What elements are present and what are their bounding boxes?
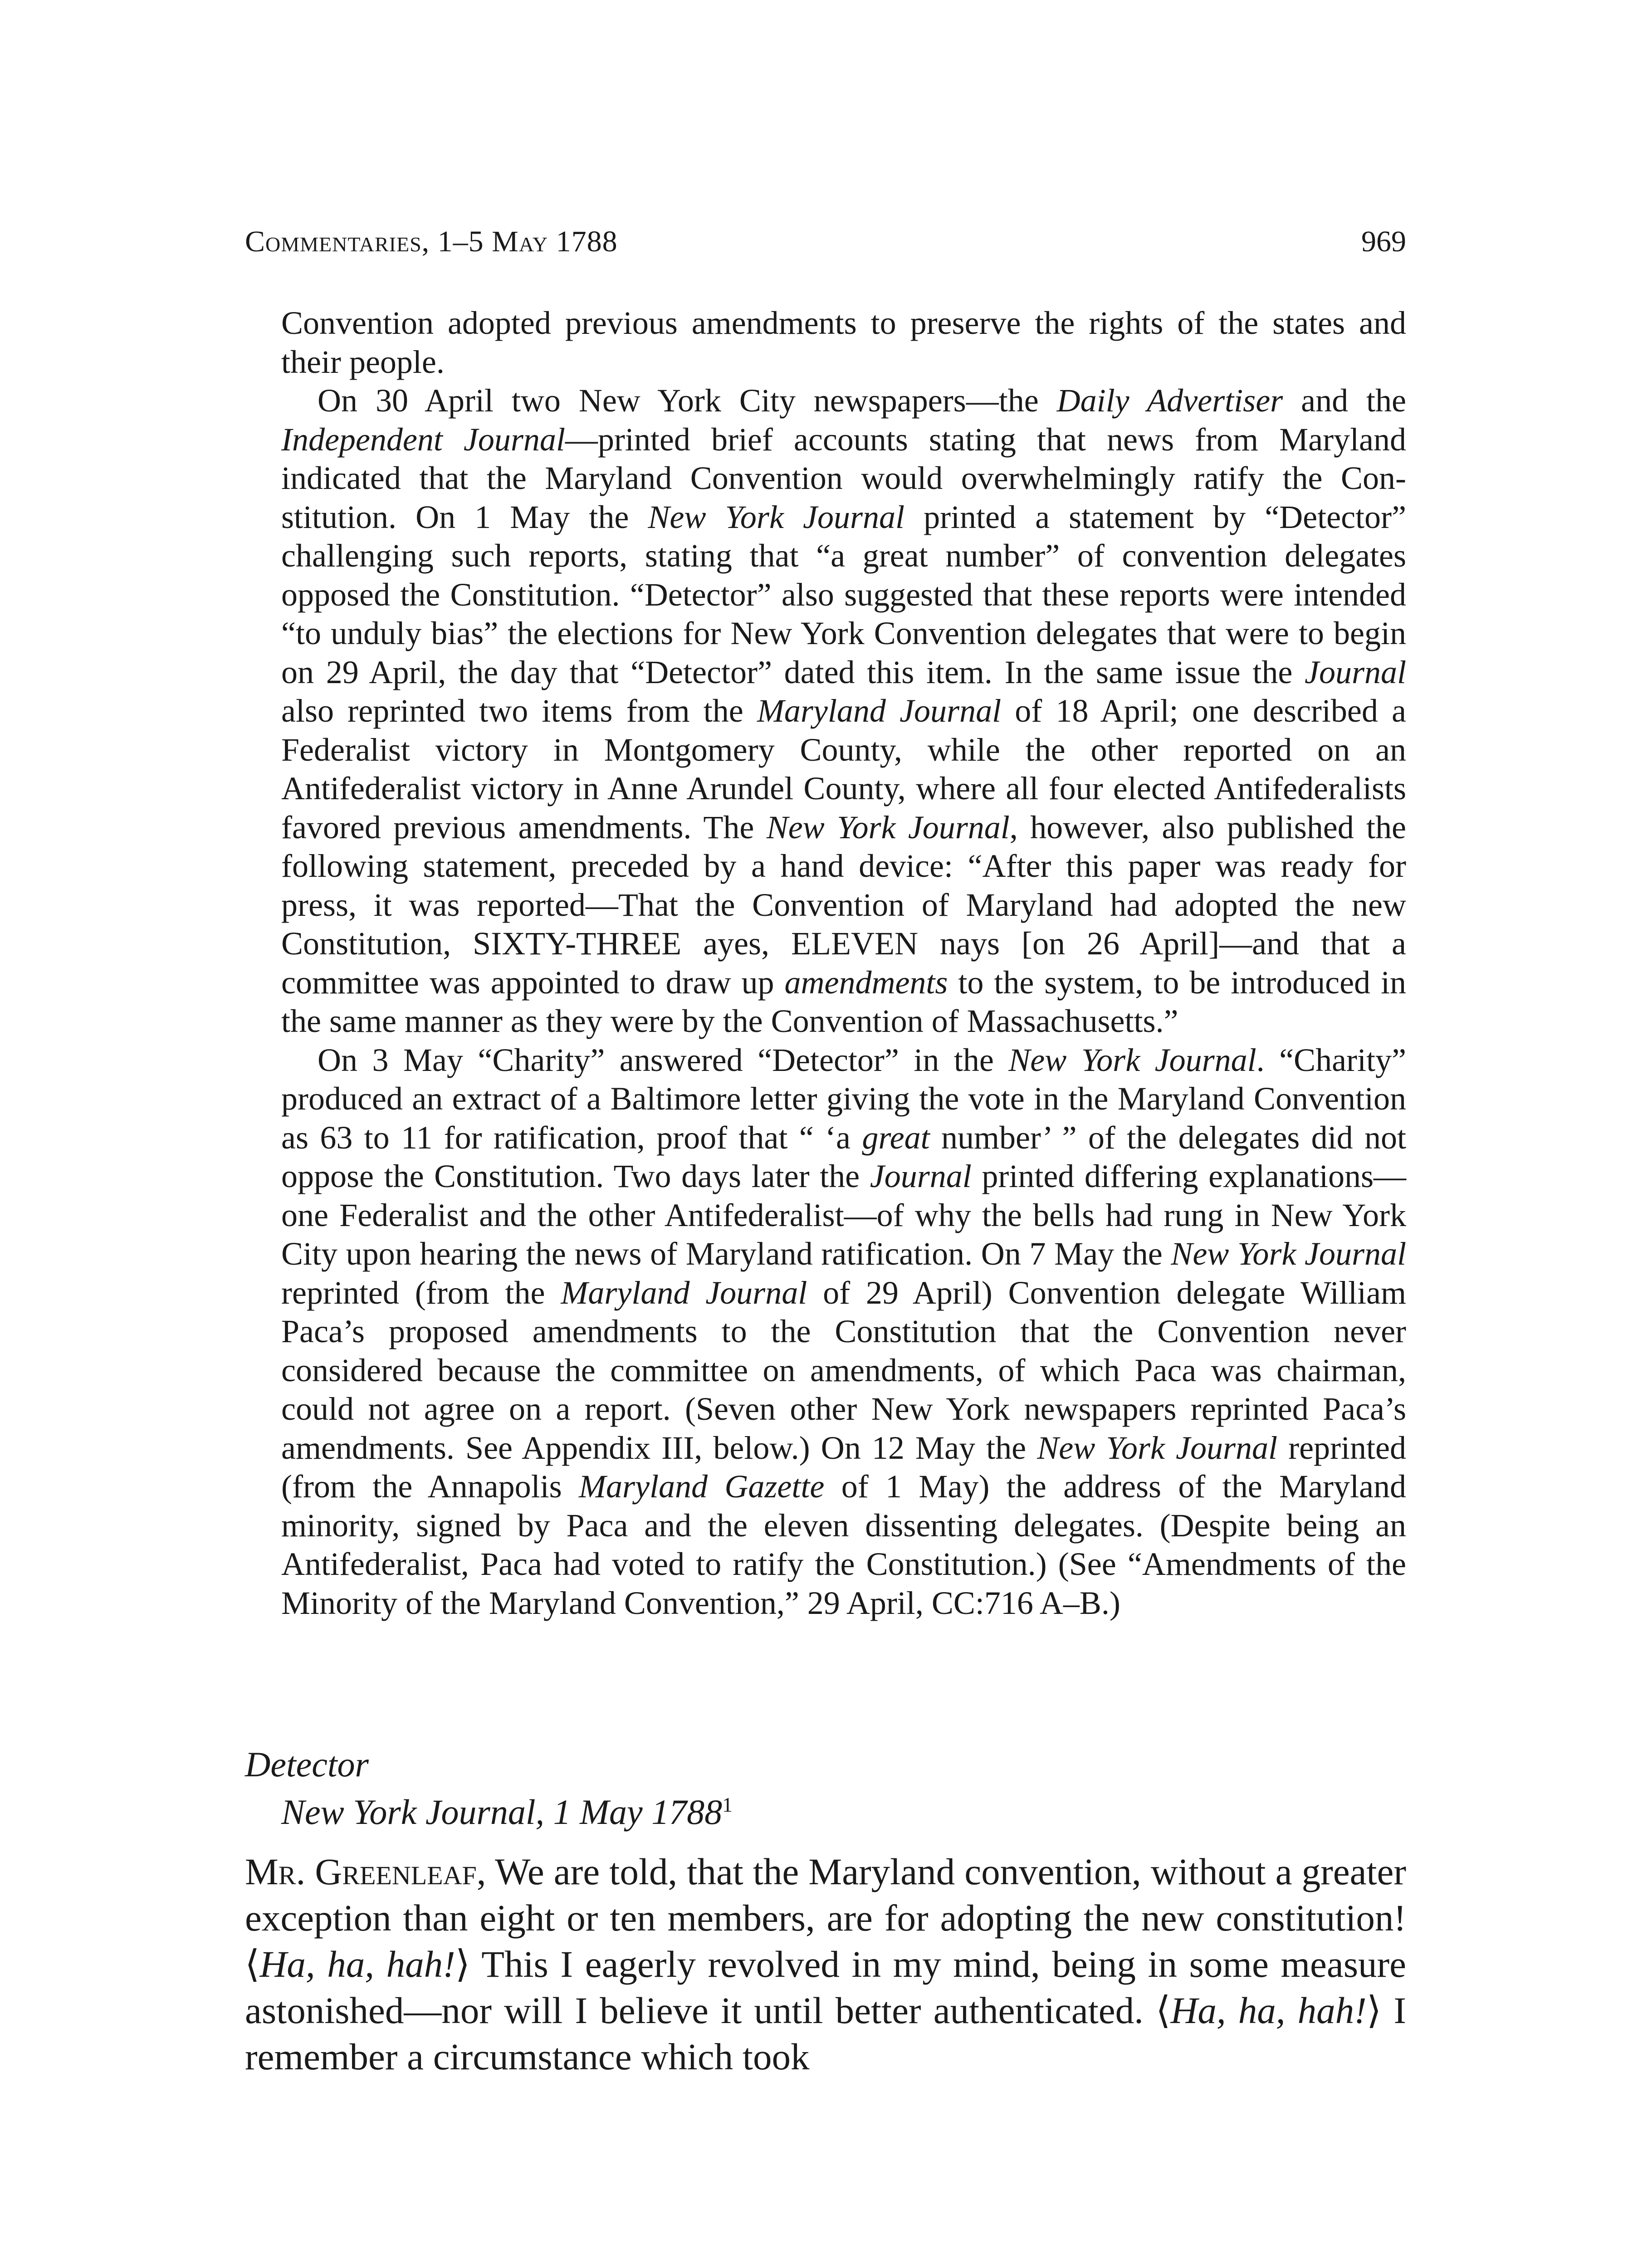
document-paragraph: Mr. Greenleaf, We are told, that the Maryland convention, without a greater exception than eight or ten members, are for adopting the new constitution! ⟨Ha, ha, hah!⟩ This I eagerly revolved in my mind, being in some measure astonished—nor will I believe it until better authenticated. ⟨Ha, ha, hah!⟩ I remember a circumstance which took: [245, 1851, 1407, 2077]
intro-paragraph-3: On 3 May “Charity” answered “Detector” in the New York Journal. “Charity” produced an extract of a Baltimore letter giving the vote in the Maryland Convention as 63 to 11 for ratification, proof that “ ‘a great number’ ” of the delegates did not oppose the Constitution. Two days later the Journal printed differing explanations—one Federalist and the other Antifederalist—of why the bells had rung in New York City upon hearing the news of Maryland ratification. On 7 May the New York Journal reprinted (from the Maryland Journal of 29 April) Convention delegate William Paca’s proposed amendments to the Constitution that the Convention never considered because the committee on amendments, of which Paca was chairman, could not agree on a report. (Seven other New York newspapers reprinted Paca’s amendments. See Appendix III, below.) On 12 May the New York Journal reprinted (from the Annapolis Maryland Gazette of 1 May) the address of the Maryland minority, signed by Paca and the eleven dissenting delegates. (Despite being an Antifederalist, Paca had voted to ratify the Constitution.) (See “Amendments of the Minority of the Maryland Convention,” 29 April, CC:716 A–B.): [281, 1041, 1406, 1621]
interjection: Ha, ha, hah!: [1170, 1989, 1367, 2031]
interjection: Ha, ha, hah!: [259, 1943, 455, 1985]
emphasis: amendments: [784, 964, 948, 1001]
newspaper-title: New York Journal: [1037, 1429, 1277, 1466]
document-source: New York Journal, 1 May 1788$^1$: [281, 1792, 733, 1832]
newspaper-title: Journal: [870, 1158, 972, 1194]
newspaper-title: New York Journal: [1171, 1236, 1406, 1272]
newspaper-title: Maryland Journal: [757, 693, 1002, 729]
newspaper-title: New York Journal: [766, 809, 1010, 846]
document-text: [245, 1848, 1406, 2080]
document-heading: Detector: [245, 1745, 369, 1784]
editorial-introduction: [281, 304, 1406, 1623]
newspaper-title: Independent Journal: [281, 421, 565, 458]
newspaper-title: New York Journal: [1008, 1041, 1257, 1078]
salutation: Mr. Greenleaf: [245, 1851, 477, 1892]
page-number: 969: [1361, 225, 1406, 258]
intro-paragraph-2: On 30 April two New York City newspapers—the Daily Advertiser and the Independent Journal—printed brief accounts stating that news from Maryland indicated that the Maryland Convention would overwhelmingly ratify the Constitution. On 1 May the New York Journal printed a statement by “Detector” challenging such reports, stating that “a great number” of convention delegates opposed the Constitution. “Detector” also suggested that these reports were intended “to unduly bias” the elections for New York Convention delegates that were to begin on 29 April, the day that “Detector” dated this item. In the same issue the Journal also reprinted two items from the Maryland Journal of 18 April; one described a Federalist victory in Montgomery County, while the other reported on an Antifederalist victory in Anne Arundel County, where all four elected Antifederalists favored previous amendments. The New York Journal, however, also published the following statement, preceded by a hand device: “After this paper was ready for press, it was reported—That the Convention of Maryland had adopted the new Constitution, SIXTY-THREE ayes, ELEVEN nays [on 26 April]—and that a committee was appointed to draw up amendments to the system, to be introduced in the same manner as they were by the Convention of Massachusetts.”: [281, 382, 1407, 1039]
footnote-reference: 1: [722, 1793, 733, 1816]
running-head: [245, 221, 1406, 262]
newspaper-title: New York Journal: [648, 499, 905, 535]
intro-paragraph-1: Convention adopted previous amendments to preserve the rights of the states and their people.: [281, 305, 1406, 380]
newspaper-title: Maryland Gazette: [579, 1468, 825, 1505]
newspaper-title: Daily Advertiser: [1056, 382, 1283, 419]
newspaper-title: Maryland Journal: [561, 1274, 807, 1311]
running-title: Commentaries, 1–5 May 1788: [245, 225, 618, 258]
newspaper-title: Journal: [1305, 654, 1406, 690]
emphasis: great: [862, 1119, 930, 1156]
